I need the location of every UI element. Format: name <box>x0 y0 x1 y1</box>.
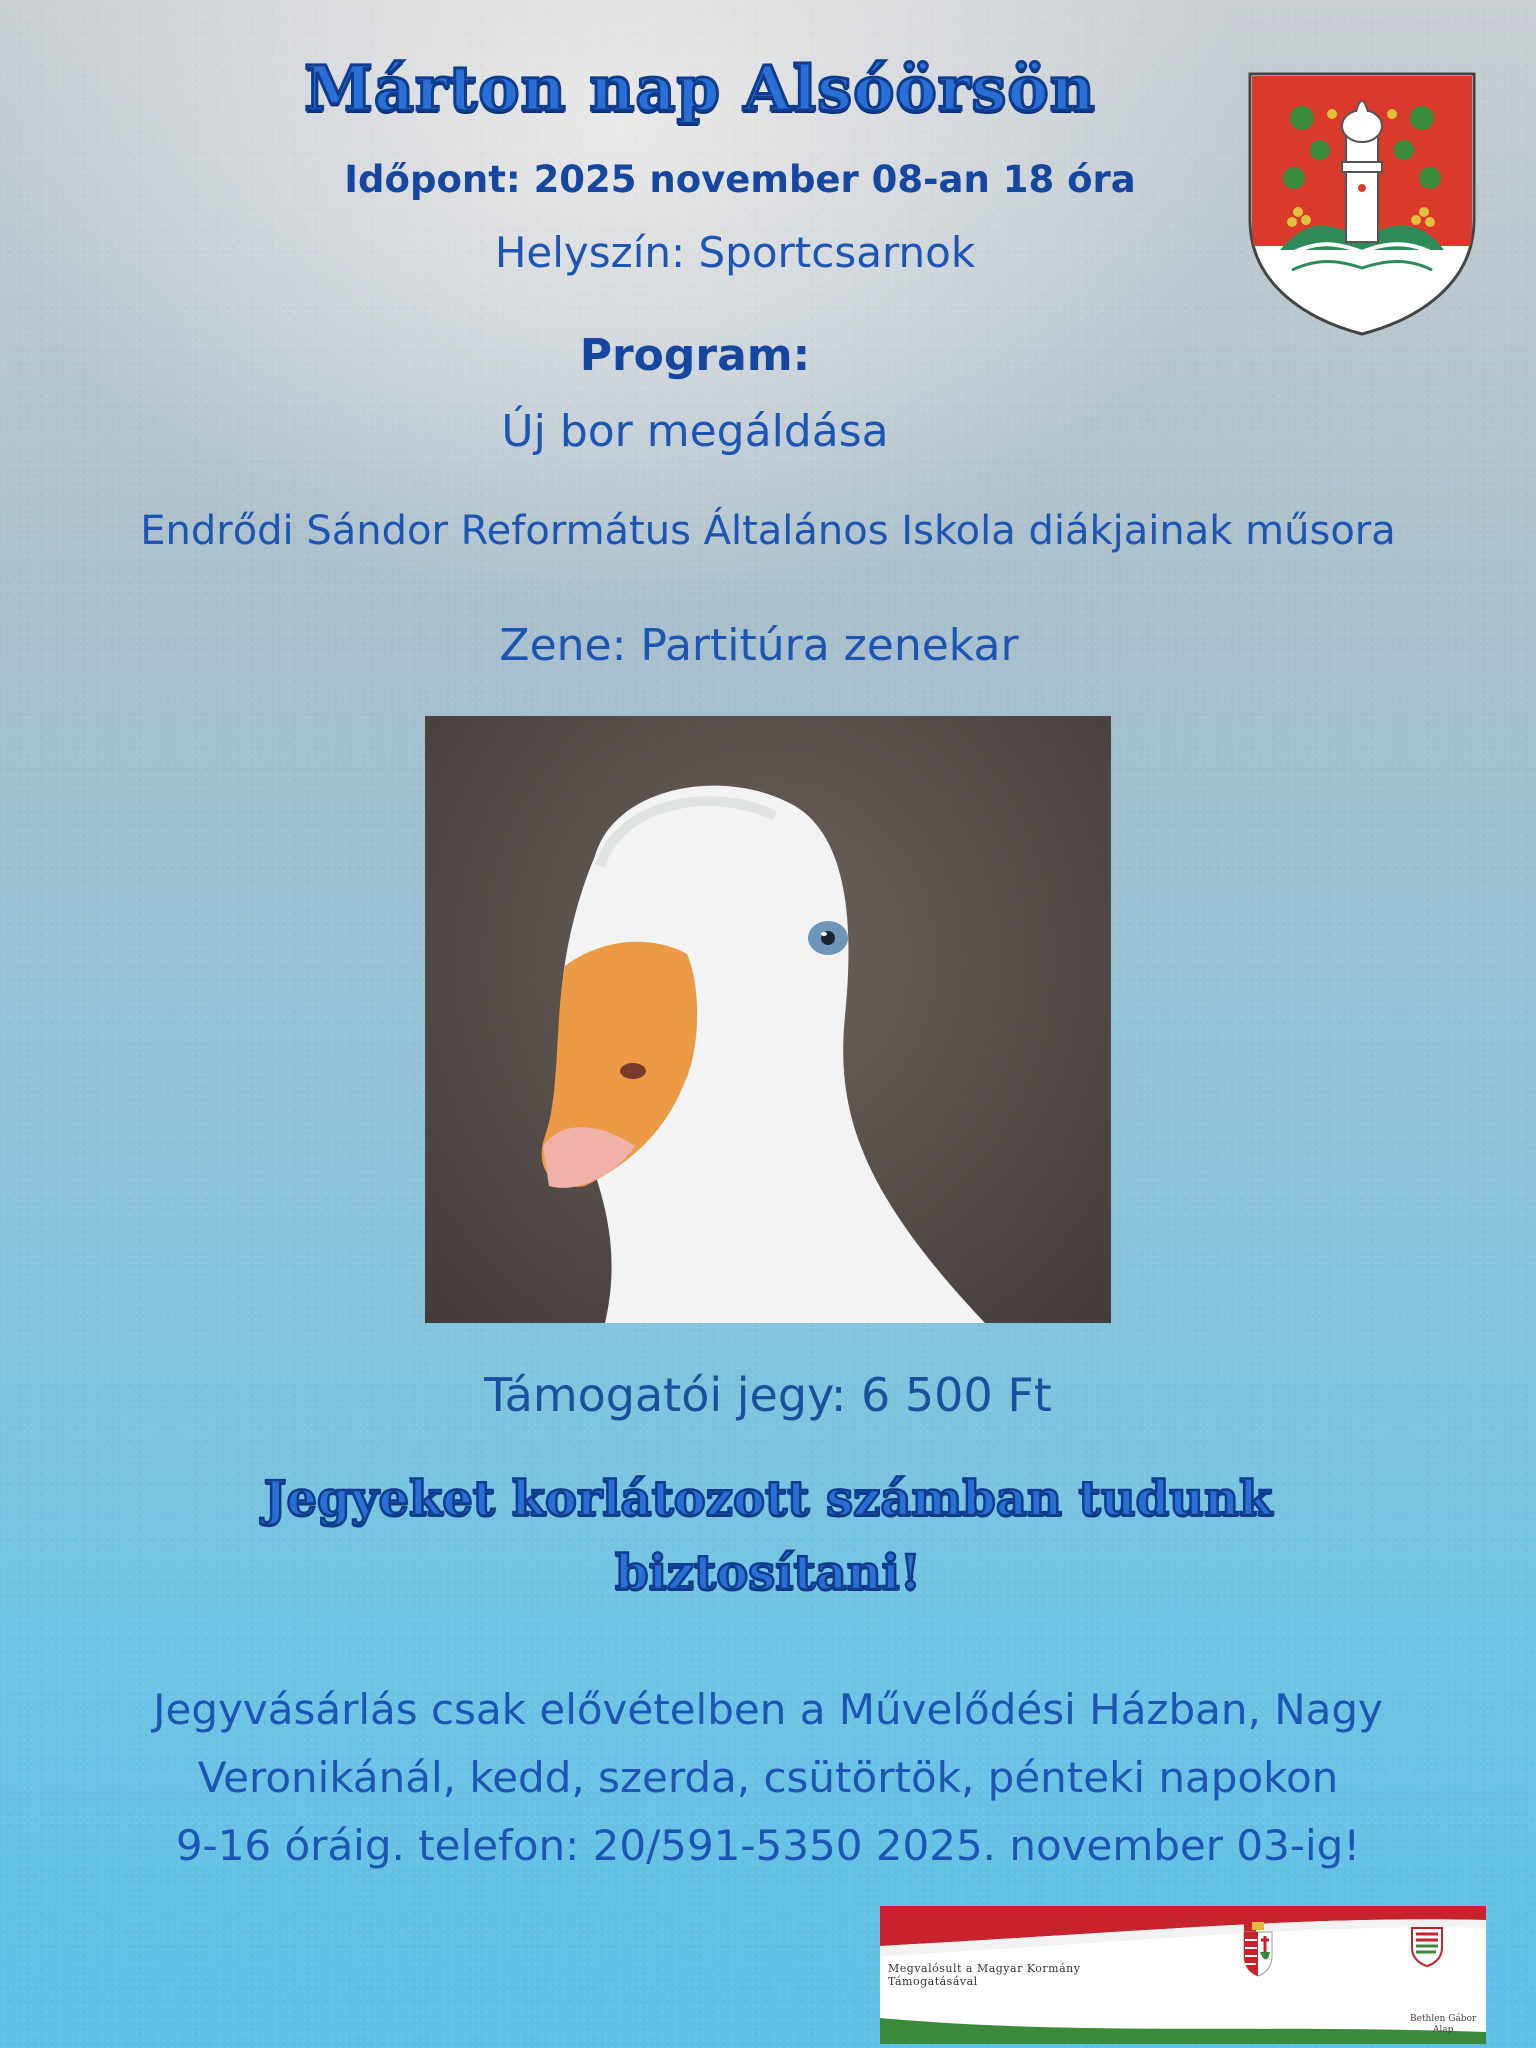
ticket-price: Támogatói jegy: 6 500 Ft <box>484 1368 1052 1422</box>
info-line: Jegyvásárlás csak elővételben a Művelődési Házban, Nagy <box>153 1685 1383 1734</box>
program-heading: Program: <box>579 330 811 381</box>
purchase-info <box>0 1676 1536 1880</box>
event-date: Időpont: 2025 november 08-an 18 óra <box>344 158 1136 201</box>
sponsor-line: Támogatásával <box>888 1975 978 1988</box>
program-item: Új bor megáldása <box>501 406 889 457</box>
sponsor-text <box>888 1962 1080 1988</box>
sponsor-line: Megvalósult a Magyar Kormány <box>888 1962 1081 1975</box>
foundation-label <box>1410 2014 1476 2036</box>
goose-photo <box>425 716 1111 1323</box>
sponsor-banner <box>880 1906 1486 2044</box>
program-item: Endrődi Sándor Református Általános Iskola diákjainak műsora <box>140 508 1396 554</box>
info-line: Veronikánál, kedd, szerda, csütörtök, pénteki napokon <box>197 1753 1339 1802</box>
limited-tickets-notice <box>0 1462 1536 1610</box>
bethlen-gabor-logo-icon <box>1410 1926 1444 1968</box>
event-title: Márton nap Alsóörsön <box>304 52 1096 125</box>
coat-of-arms-icon <box>1246 70 1478 338</box>
program-item: Zene: Partitúra zenekar <box>499 620 1019 671</box>
foundation-name: Bethlen Gábor <box>1410 2014 1477 2024</box>
goose-icon <box>425 716 1111 1323</box>
hungarian-coat-of-arms-icon <box>1240 1922 1276 1978</box>
notice-line: biztosítani! <box>615 1545 921 1601</box>
info-line: 9-16 óráig. telefon: 20/591-5350 2025. november 03-ig! <box>175 1821 1361 1870</box>
event-location: Helyszín: Sportcsarnok <box>494 228 976 277</box>
notice-line: Jegyeket korlátozott számban tudunk <box>263 1471 1273 1527</box>
foundation-sub: Alap <box>1432 2025 1454 2035</box>
